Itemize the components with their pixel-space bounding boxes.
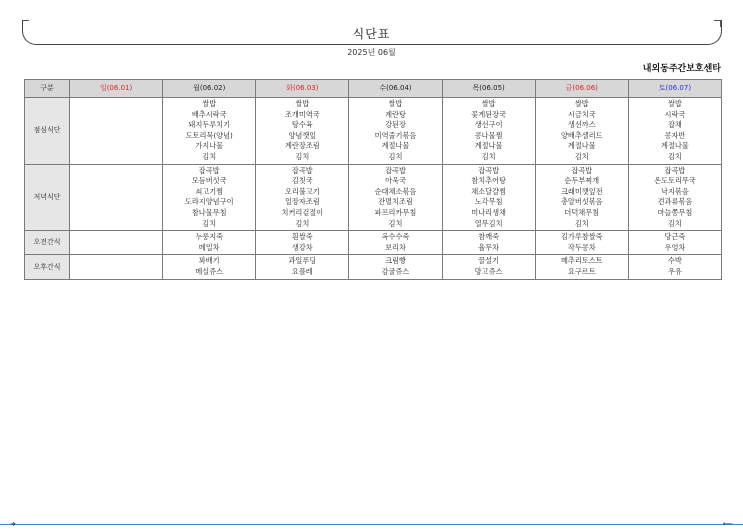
menu-cell <box>628 231 721 255</box>
menu-item: 김치 <box>574 151 589 161</box>
menu-item: 양념깻잎 <box>288 130 317 140</box>
menu-cell <box>70 164 163 231</box>
meal-type-label: 오후간식 <box>25 255 70 279</box>
meal-type-label: 저녁식단 <box>25 164 70 231</box>
menu-item: 보리차 <box>385 242 406 252</box>
menu-item: 순대채소볶음 <box>374 186 417 196</box>
menu-cell <box>256 255 349 279</box>
menu-item: 돼지두루치기 <box>188 120 231 130</box>
menu-date: 2025년 06월 <box>347 48 396 57</box>
menu-cell <box>628 164 721 231</box>
menu-item: 잡곡밥 <box>198 165 220 175</box>
menu-item: 계절나물 <box>474 141 503 151</box>
menu-item: 강된장 <box>385 120 406 130</box>
menu-item: 김치 <box>667 218 682 228</box>
corner-label: 구분 <box>25 80 70 98</box>
table-row <box>25 164 722 231</box>
menu-cell <box>349 231 442 255</box>
menu-item: 잡곡밥 <box>385 165 406 175</box>
menu-item: 계절나물 <box>661 141 689 151</box>
menu-item: 노각무침 <box>474 197 503 207</box>
menu-item: 김치 <box>574 218 589 228</box>
menu-item: 도토리묵(양념) <box>185 130 233 140</box>
menu-item: 계란장조림 <box>284 141 320 151</box>
menu-cell <box>442 231 535 255</box>
menu-item: 잡곡밥 <box>571 165 593 175</box>
menu-item: 파프리카무침 <box>374 207 417 217</box>
menu-item: 메추리토스트 <box>560 256 603 266</box>
arrow-left-icon: ⟵ <box>723 520 734 528</box>
menu-item: 쇠고기찜 <box>195 186 224 196</box>
menu-cell <box>256 231 349 255</box>
menu-item: 양배추샐러드 <box>560 130 603 140</box>
menu-item: 김치 <box>295 218 310 228</box>
menu-item: 쌀밥 <box>388 99 403 108</box>
menu-cell <box>256 164 349 231</box>
menu-cell <box>628 255 721 279</box>
menu-item: 꿀설기 <box>478 256 500 266</box>
menu-item: 계절나물 <box>381 141 410 151</box>
menu-item: 아욱국 <box>385 176 406 186</box>
menu-item: 김치 <box>388 151 403 161</box>
menu-item: 배추시락국 <box>191 109 227 119</box>
arrow-right-icon: ➜ <box>10 520 16 528</box>
day-header: 금(06.06) <box>535 80 628 98</box>
meal-type-label: 점심식단 <box>25 98 70 165</box>
menu-item: 더덕채무침 <box>564 207 600 217</box>
table-header-row <box>25 80 722 98</box>
menu-item: 생강차 <box>291 242 313 252</box>
menu-item: 망고쥬스 <box>474 266 503 276</box>
menu-cell <box>163 255 256 279</box>
menu-item: 김치 <box>481 151 496 161</box>
menu-item: 우유 <box>667 266 682 276</box>
menu-item: 김가루참쌀죽 <box>560 232 603 242</box>
menu-item: 모듬버섯국 <box>191 176 227 186</box>
menu-item: 흰쌀죽 <box>291 232 313 242</box>
menu-item: 시락국 <box>664 109 686 119</box>
menu-item: 옥수수죽 <box>381 232 410 242</box>
menu-cell <box>535 164 628 231</box>
menu-item: 가지나물 <box>195 141 224 151</box>
menu-item: 미역줄기볶음 <box>374 130 417 140</box>
menu-item: 견과류볶음 <box>657 197 693 207</box>
table-row <box>25 255 722 279</box>
day-header: 수(06.04) <box>349 80 442 98</box>
meal-table <box>24 79 722 280</box>
menu-item: 요구르트 <box>567 266 596 276</box>
menu-item: 열무김치 <box>474 218 503 228</box>
menu-item: 김치 <box>202 218 217 228</box>
menu-cell <box>535 231 628 255</box>
menu-item: 계란탕 <box>385 109 406 119</box>
menu-item: 감귤쥬스 <box>381 266 410 276</box>
menu-item: 도라지양념구이 <box>184 197 234 207</box>
menu-item: 미나리생채 <box>471 207 506 217</box>
menu-cell <box>256 98 349 165</box>
menu-item: 계절나물 <box>567 141 596 151</box>
menu-item: 쌀밥 <box>667 99 682 108</box>
menu-item: 메실쥬스 <box>195 266 224 276</box>
day-header: 월(06.02) <box>163 80 256 98</box>
meal-type-label: 오전간식 <box>25 231 70 255</box>
menu-cell <box>442 255 535 279</box>
menu-cell <box>628 98 721 165</box>
menu-item: 김치 <box>667 151 682 161</box>
menu-item: 낙지볶음 <box>661 186 689 196</box>
menu-item: 참나물무침 <box>191 207 227 217</box>
menu-item: 콩자반 <box>664 130 686 140</box>
menu-item: 김칫국 <box>291 176 313 186</box>
menu-item: 오리불고기 <box>284 186 320 196</box>
menu-item: 조개미역국 <box>284 109 320 119</box>
menu-item: 누룽지죽 <box>195 232 224 242</box>
menu-item: 잡곡밥 <box>291 165 313 175</box>
menu-item: 생선까스 <box>567 120 596 130</box>
menu-item: 치커리겉절이 <box>281 207 324 217</box>
menu-cell <box>70 98 163 165</box>
menu-cell <box>70 231 163 255</box>
menu-cell <box>349 98 442 165</box>
menu-item: 쌀밥 <box>202 99 217 108</box>
menu-item: 꽈배기 <box>198 256 220 266</box>
menu-item: 김치 <box>388 218 403 228</box>
menu-item: 순두부찌개 <box>564 176 600 186</box>
day-header: 일(06.01) <box>70 80 163 98</box>
menu-item: 마늘쫑무침 <box>657 207 693 217</box>
menu-item: 당근죽 <box>664 232 686 242</box>
menu-item: 김치 <box>202 151 217 161</box>
menu-item: 수박 <box>667 256 682 266</box>
menu-cell <box>70 255 163 279</box>
day-header: 목(06.05) <box>442 80 535 98</box>
page-bottom-line <box>0 524 743 525</box>
menu-cell <box>349 255 442 279</box>
menu-item: 꽃게된장국 <box>471 109 506 119</box>
menu-item: 콩나물찜 <box>474 130 503 140</box>
menu-cell <box>163 231 256 255</box>
menu-item: 과일푸딩 <box>288 256 317 266</box>
menu-cell <box>349 164 442 231</box>
menu-item: 메밀차 <box>198 242 220 252</box>
menu-item: 크래미깻잎전 <box>560 186 603 196</box>
menu-item: 작두콩차 <box>567 242 596 252</box>
page-title: 식단표 <box>352 27 391 41</box>
menu-item: 온도토리무국 <box>654 176 696 186</box>
day-header: 화(06.03) <box>256 80 349 98</box>
menu-item: 총알버섯볶음 <box>560 197 603 207</box>
menu-item: 잡곡밥 <box>664 165 686 175</box>
menu-item: 잔멸치조림 <box>378 197 413 207</box>
menu-item: 김치 <box>295 151 310 161</box>
menu-cell <box>442 164 535 231</box>
menu-item: 율무차 <box>478 242 500 252</box>
menu-cell <box>535 255 628 279</box>
menu-item: 시금치국 <box>567 109 596 119</box>
menu-item: 크림빵 <box>385 256 406 266</box>
table-body <box>25 98 722 280</box>
menu-item: 쌀밥 <box>295 99 310 108</box>
menu-item: 쌀밥 <box>574 99 589 108</box>
menu-item: 쌀밥 <box>481 99 496 108</box>
menu-cell <box>442 98 535 165</box>
menu-item: 우엉차 <box>664 242 686 252</box>
table-row <box>25 231 722 255</box>
menu-cell <box>163 164 256 231</box>
menu-item: 생선구이 <box>474 120 503 130</box>
day-header: 토(06.07) <box>628 80 721 98</box>
menu-cell <box>163 98 256 165</box>
menu-item: 참깨죽 <box>478 232 500 242</box>
table-row <box>25 98 722 165</box>
menu-item: 일장자조림 <box>284 197 320 207</box>
menu-item: 참치추어탕 <box>471 176 506 186</box>
menu-item: 채소달걀찜 <box>471 186 506 196</box>
menu-item: 탕수육 <box>291 120 313 130</box>
center-name: 내외동주간보호센타 <box>642 64 721 74</box>
menu-cell <box>535 98 628 165</box>
menu-item: 요플레 <box>291 266 313 276</box>
menu-item: 잡곡밥 <box>478 165 500 175</box>
menu-item: 잡채 <box>667 120 682 130</box>
